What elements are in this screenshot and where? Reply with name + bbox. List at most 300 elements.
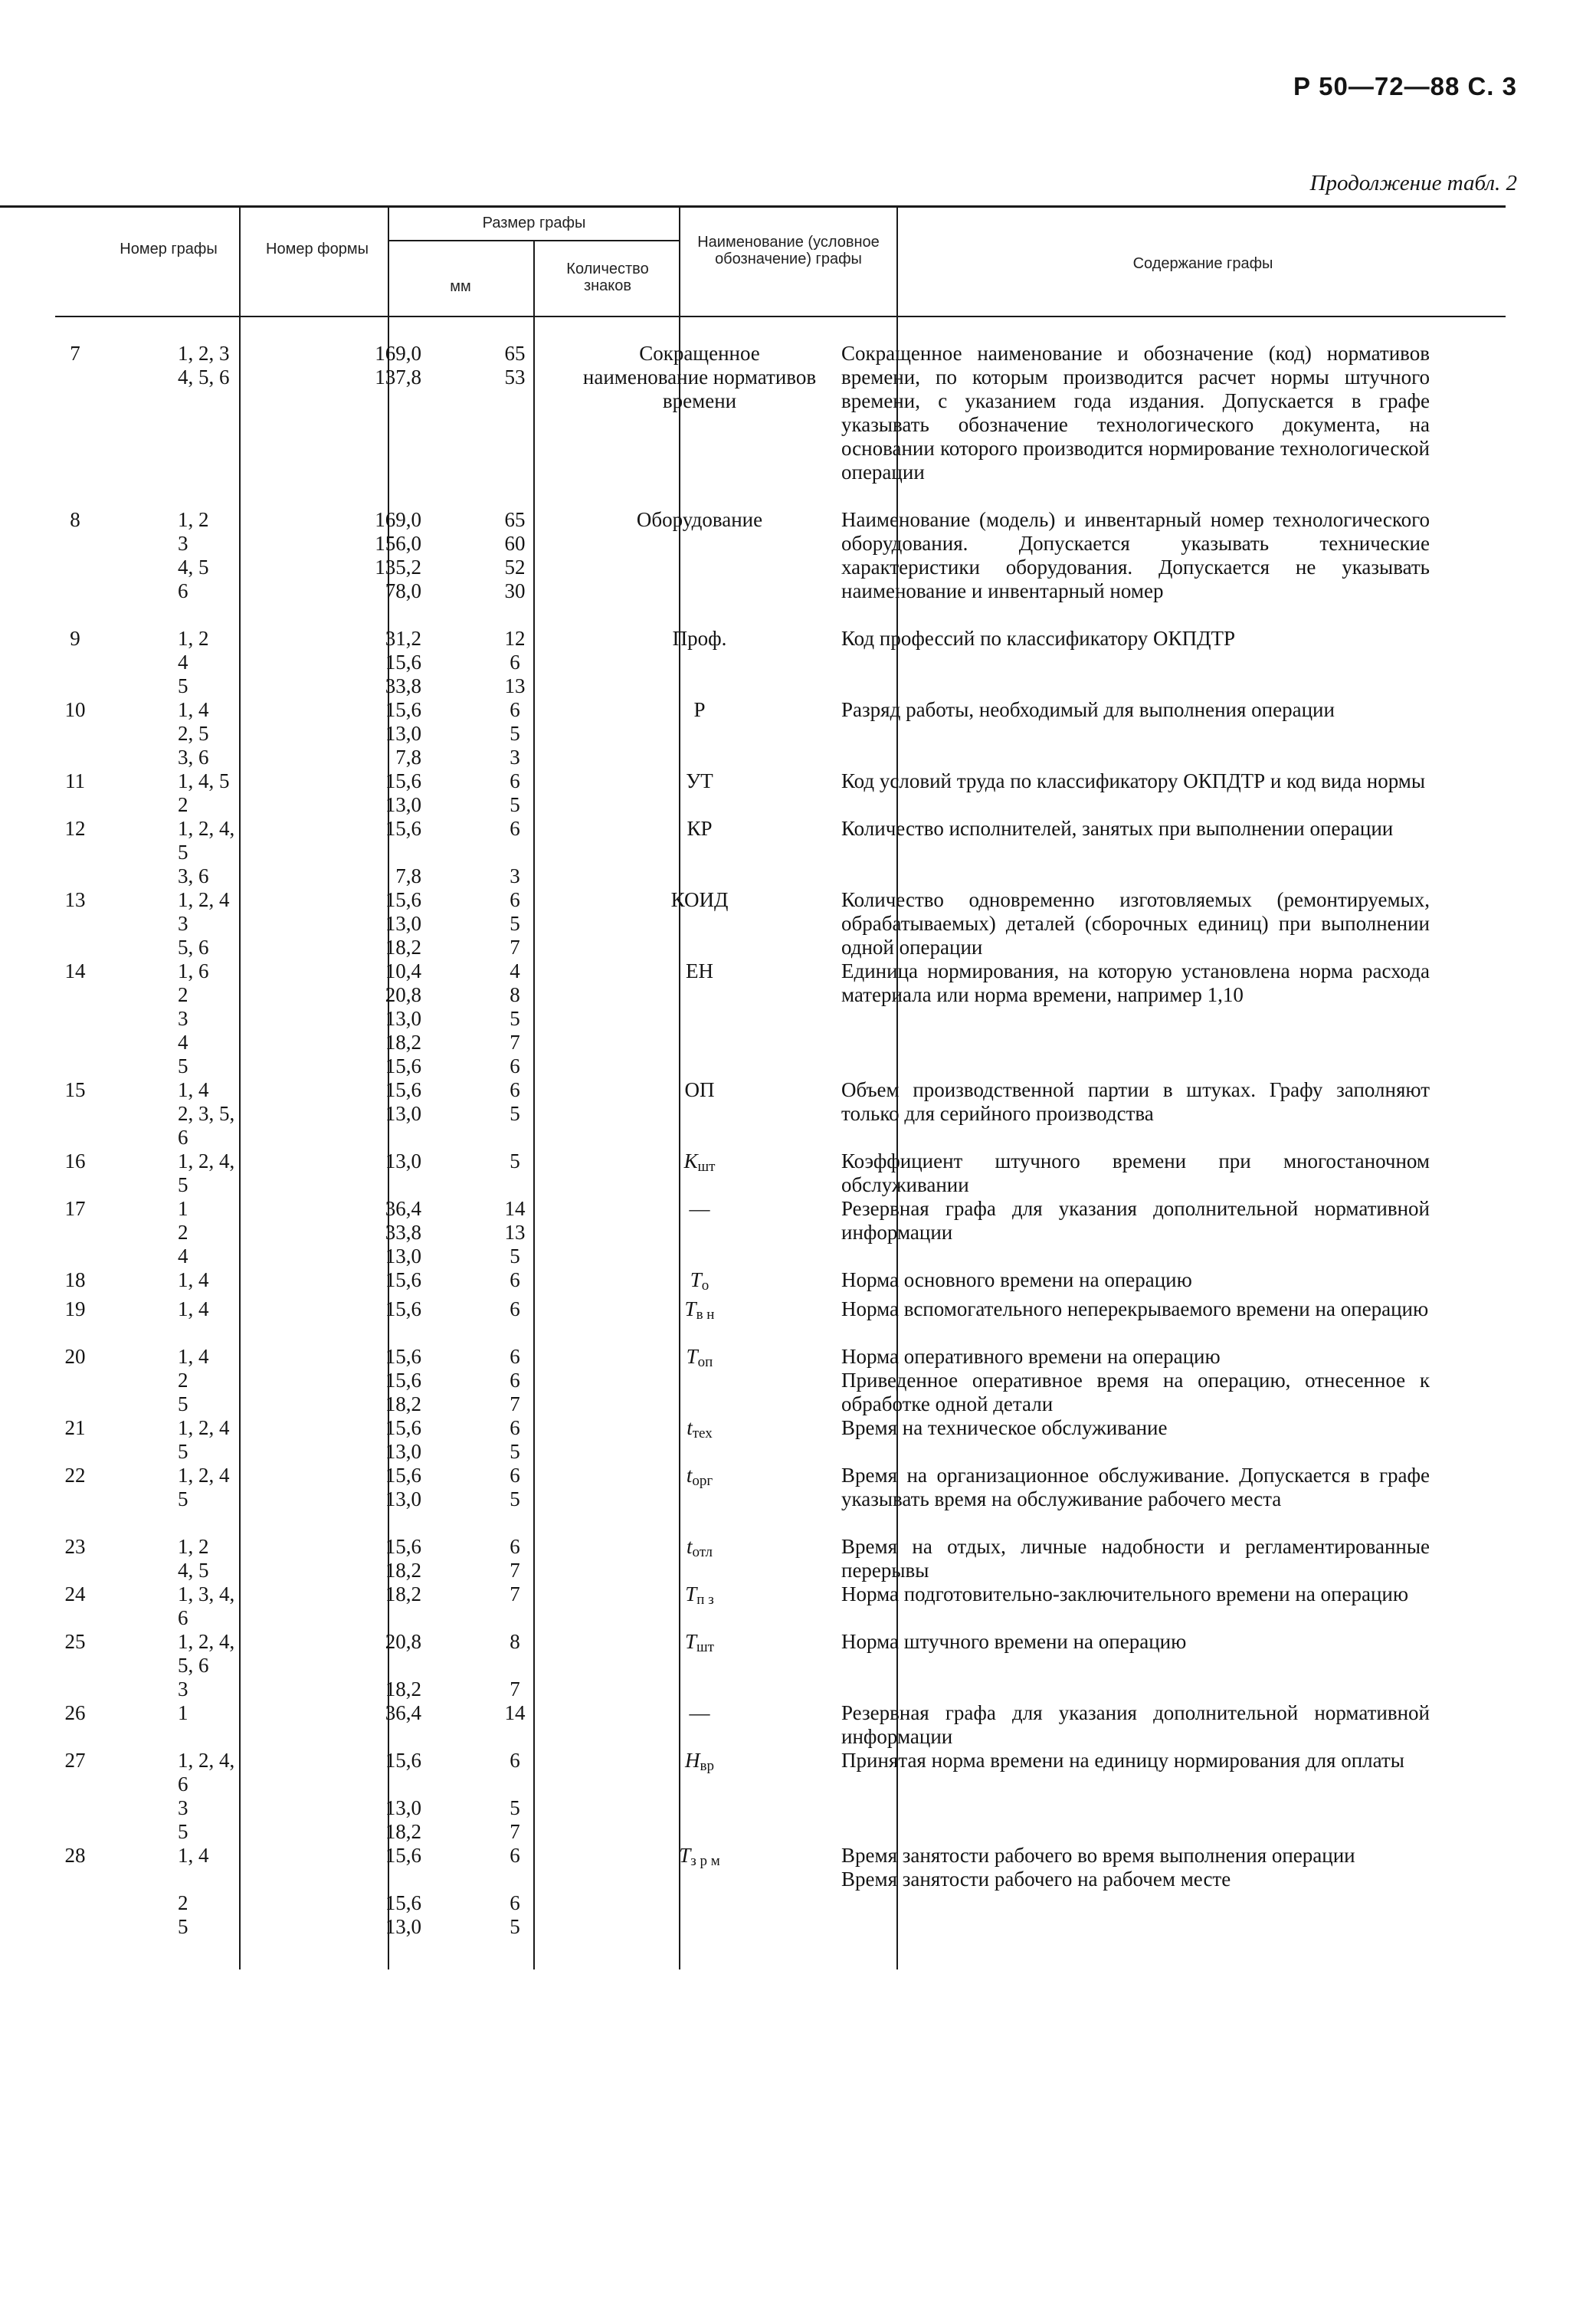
row-number: 24 [64, 1582, 86, 1605]
form-number: 5, 6 [178, 936, 209, 959]
content-text: Принятая норма времени на единицу нормирования для оплаты [841, 1749, 1404, 1772]
column-designation: ЕН [686, 959, 713, 982]
form-number: 4, 5, 6 [178, 366, 230, 389]
column-content [841, 1535, 1430, 1582]
content-text: Время на отдых, личные надобности и регламентированные перерывы [841, 1535, 1430, 1582]
column-designation: УТ [686, 769, 713, 792]
form-number [178, 1868, 313, 1891]
size-mm-value: 15,6 [385, 1297, 421, 1320]
form-numbers [150, 1297, 313, 1321]
size-mm-value: 137,8 [375, 366, 421, 389]
char-count-value: 7 [510, 1559, 520, 1582]
row-number: 22 [64, 1464, 86, 1487]
char-count-value: 65 [504, 342, 526, 365]
form-number: 5 [178, 1054, 188, 1077]
char-count-value: 65 [504, 508, 526, 531]
size-mm-value: 13,0 [385, 793, 421, 816]
size-mm-value: 15,6 [385, 1369, 421, 1392]
size-mm [351, 698, 421, 769]
form-numbers [150, 508, 313, 603]
form-number: 3, 6 [178, 864, 209, 887]
column-content [841, 817, 1430, 841]
char-count-value [484, 841, 546, 864]
size-mm [351, 1464, 421, 1511]
char-count [484, 1535, 546, 1582]
char-count-value: 6 [510, 1416, 520, 1439]
form-numbers [150, 888, 313, 959]
symbol-main: Т [686, 1345, 698, 1368]
size-mm [351, 1268, 421, 1292]
size-mm-value [351, 1654, 421, 1678]
symbol-subscript: вр [700, 1758, 714, 1774]
column-designation [581, 1844, 818, 1873]
size-mm-value: 18,2 [385, 1820, 421, 1843]
size-mm-value: 15,6 [385, 1535, 421, 1558]
char-count-value: 6 [510, 1078, 520, 1101]
form-number: 1, 4, 5 [178, 769, 230, 792]
char-count-value: 6 [510, 817, 520, 840]
char-count [484, 817, 546, 888]
char-count-value: 52 [504, 556, 526, 579]
symbol-subscript: шт [697, 1159, 716, 1175]
size-mm-value: 15,6 [385, 1416, 421, 1439]
column-designation [581, 1630, 818, 1659]
form-numbers [150, 1630, 313, 1701]
form-number: 4, 5 [178, 556, 209, 579]
char-count [484, 1464, 546, 1511]
symbol-main: t [686, 1535, 693, 1558]
form-number: 6 [178, 579, 188, 602]
form-number: 1, 2, 4, [178, 1630, 235, 1653]
char-count-value: 6 [510, 1891, 520, 1914]
char-count-value [484, 1773, 546, 1796]
form-numbers [150, 1749, 313, 1844]
symbol-main: Т [685, 1582, 697, 1605]
form-number: 5, 6 [178, 1654, 209, 1677]
row-number: 13 [64, 888, 86, 911]
char-count-value: 12 [504, 627, 526, 650]
size-mm-value: 15,6 [385, 1078, 421, 1101]
form-number: 2 [178, 983, 188, 1006]
table-row-16 [0, 1150, 1596, 1197]
symbol-subscript: орг [692, 1473, 713, 1489]
column-content [841, 1078, 1430, 1126]
symbol [687, 1345, 713, 1368]
column-designation [581, 1749, 818, 1778]
column-designation [581, 1535, 818, 1564]
form-numbers [150, 698, 313, 769]
size-mm-value: 13,0 [385, 1487, 421, 1510]
column-designation: КР [687, 817, 713, 840]
table-row-25 [0, 1630, 1596, 1701]
table-row-14 [0, 959, 1596, 1078]
size-mm-value: 15,6 [385, 698, 421, 721]
form-number: 4 [178, 1245, 188, 1268]
column-content [841, 1464, 1430, 1511]
table-row-11 [0, 769, 1596, 817]
row-number: 26 [64, 1701, 86, 1724]
symbol-main: t [686, 1464, 693, 1487]
symbol-subscript: п з [696, 1592, 714, 1608]
form-numbers [150, 1150, 313, 1197]
form-number: 2 [178, 1221, 188, 1244]
symbol [683, 1150, 716, 1175]
char-count-value: 6 [510, 888, 520, 911]
content-text: Резервная графа для указания дополнительной нормативной информации [841, 1197, 1430, 1244]
size-mm [351, 1416, 421, 1464]
size-mm-value: 15,6 [385, 1749, 421, 1772]
size-mm [351, 1582, 421, 1606]
size-mm-value: 15,6 [385, 651, 421, 674]
char-count-value: 4 [510, 959, 520, 982]
size-mm [351, 1535, 421, 1582]
size-mm-value [351, 1773, 421, 1796]
column-designation: Сокращенное наименование нормативов времени [582, 342, 817, 412]
row-number: 21 [64, 1416, 86, 1439]
content-text: Единица нормирования, на которую установлена норма расхода материала или норма времени, например 1,10 [841, 959, 1430, 1006]
size-mm-value: 156,0 [375, 532, 421, 555]
column-designation: Р [693, 698, 706, 721]
form-number: 5 [178, 1915, 188, 1938]
char-count-value: 7 [510, 1678, 520, 1700]
symbol [687, 1416, 713, 1439]
form-numbers [150, 769, 313, 817]
size-mm-value: 18,2 [385, 1031, 421, 1054]
column-content [841, 1297, 1430, 1321]
char-count-value: 13 [504, 674, 526, 697]
row-number: 9 [70, 627, 80, 650]
char-count [484, 959, 546, 1078]
size-mm-value: 135,2 [375, 556, 421, 579]
char-count-value: 6 [510, 1369, 520, 1392]
row-number: 16 [64, 1150, 86, 1172]
content-text: Норма основного времени на операцию [841, 1268, 1192, 1291]
symbol-subscript: тех [692, 1425, 713, 1441]
row-number: 18 [64, 1268, 86, 1291]
table-row-8 [0, 508, 1596, 627]
content-text: Объем производственной партии в штуках. Графу заполняют только для серийного производства [841, 1078, 1430, 1125]
char-count-value: 7 [510, 1582, 520, 1605]
content-text: Норма штучного времени на операцию [841, 1630, 1187, 1653]
content-text: Код условий труда по классификатору ОКПДТР и код вида нормы [841, 769, 1426, 792]
column-content [841, 1416, 1430, 1440]
form-number: 1, 2 [178, 627, 209, 650]
char-count [484, 508, 546, 603]
row-number: 12 [64, 817, 86, 840]
content-text: Разряд работы, необходимый для выполнения операции [841, 698, 1335, 721]
form-number: 3 [178, 1678, 188, 1700]
column-content [841, 1268, 1430, 1292]
row-number: 7 [70, 342, 80, 365]
form-number: 3, 6 [178, 746, 209, 769]
row-number: 27 [64, 1749, 86, 1772]
table-row-21 [0, 1416, 1596, 1464]
symbol-subscript: отл [692, 1544, 713, 1560]
symbol-main: t [687, 1416, 693, 1439]
form-number: 4 [178, 651, 188, 674]
form-number: 5 [178, 1440, 188, 1463]
form-number: 4, 5 [178, 1559, 209, 1582]
form-numbers [150, 1464, 313, 1511]
column-content [841, 1844, 1430, 1891]
table-row-12 [0, 817, 1596, 888]
size-mm-value: 15,6 [385, 1054, 421, 1077]
char-count-value: 5 [510, 1245, 520, 1268]
content-text: Код профессий по классификатору ОКПДТР [841, 627, 1235, 650]
content-text: Резервная графа для указания дополнительной нормативной информации [841, 1701, 1430, 1748]
form-number: 2 [178, 1369, 188, 1392]
column-designation: — [689, 1197, 710, 1220]
char-count-value: 6 [510, 1464, 520, 1487]
row-number: 14 [64, 959, 86, 982]
form-number: 3 [178, 1796, 188, 1819]
char-count-value: 14 [504, 1197, 526, 1220]
size-mm [351, 888, 421, 959]
symbol-main: Т [684, 1297, 696, 1320]
char-count-value: 60 [504, 532, 526, 555]
size-mm-value [351, 1868, 421, 1891]
size-mm-value [351, 841, 421, 864]
form-number: 5 [178, 674, 188, 697]
char-count-value: 5 [510, 1915, 520, 1938]
size-mm-value: 13,0 [385, 722, 421, 745]
size-mm [351, 1297, 421, 1321]
header-form: Номер формы [266, 241, 369, 257]
char-count-value: 6 [510, 1054, 520, 1077]
form-number: 2 [178, 793, 188, 816]
char-count [484, 1345, 546, 1416]
symbol-subscript: з р м [690, 1853, 720, 1869]
size-mm-value: 31,2 [385, 627, 421, 650]
char-count-value [484, 1868, 546, 1891]
size-mm [351, 959, 421, 1078]
form-number: 4 [178, 1031, 188, 1054]
size-mm-value: 15,6 [385, 888, 421, 911]
form-number: 1, 2, 3 [178, 342, 230, 365]
char-count-value: 5 [510, 1150, 520, 1172]
content-text-2: Время занятости рабочего на рабочем месте [841, 1868, 1231, 1891]
form-number: 1, 2, 4 [178, 888, 230, 911]
row-number: 17 [64, 1197, 86, 1220]
column-content [841, 1749, 1430, 1773]
column-content [841, 959, 1430, 1007]
symbol-main: Т [690, 1268, 702, 1291]
column-designation [581, 1345, 818, 1374]
size-mm-value: 169,0 [375, 508, 421, 531]
char-count-value: 5 [510, 1796, 520, 1819]
table-row-13 [0, 888, 1596, 959]
char-count-value: 7 [510, 1031, 520, 1054]
content-text: Количество одновременно изготовляемых (ремонтируемых, обрабатываемых) деталей (сборочных единиц) при выполнении одной операции [841, 888, 1430, 959]
content-text: Количество исполнителей, занятых при выполнении операции [841, 817, 1394, 840]
char-count [484, 1150, 546, 1173]
table-row-10 [0, 698, 1596, 769]
form-numbers [150, 1535, 313, 1582]
content-text: Норма оперативного времени на операцию [841, 1345, 1221, 1368]
content-text: Время на организационное обслуживание. Допускается в графе указывать время на обслуживание рабочего места [841, 1464, 1430, 1510]
column-designation: Оборудование [636, 508, 763, 531]
char-count-value: 5 [510, 793, 520, 816]
size-mm-value: 36,4 [385, 1197, 421, 1220]
table-row-27 [0, 1749, 1596, 1844]
char-count [484, 1582, 546, 1606]
symbol [687, 1464, 713, 1487]
symbol-main: К [683, 1150, 698, 1172]
column-content [841, 1345, 1430, 1416]
symbol [687, 1535, 713, 1558]
char-count-value: 6 [510, 1268, 520, 1291]
row-number: 19 [64, 1297, 86, 1320]
char-count-value: 6 [510, 1844, 520, 1867]
row-number: 23 [64, 1535, 86, 1558]
header-size-group: Размер графы [482, 215, 586, 231]
form-numbers [150, 1345, 313, 1416]
size-mm-value: 10,4 [385, 959, 421, 982]
size-mm-value: 15,6 [385, 1844, 421, 1867]
char-count [484, 1416, 546, 1464]
size-mm-value: 15,6 [385, 1891, 421, 1914]
char-count [484, 1749, 546, 1844]
form-number: 5 [178, 1487, 188, 1510]
table-row-28 [0, 1844, 1596, 1939]
size-mm-value: 15,6 [385, 1464, 421, 1487]
content-text: Время на техническое обслуживание [841, 1416, 1168, 1439]
size-mm-value: 18,2 [385, 1392, 421, 1415]
content-text: Коэффициент штучного времени при многостаночном обслуживании [841, 1150, 1430, 1196]
char-count-value: 8 [510, 1630, 520, 1653]
row-number: 8 [70, 508, 80, 531]
size-mm-value: 15,6 [385, 1268, 421, 1291]
char-count-value: 6 [510, 1345, 520, 1368]
size-mm [351, 627, 421, 698]
form-numbers [150, 959, 313, 1078]
size-mm-value: 13,0 [385, 1007, 421, 1030]
char-count-value: 5 [510, 1102, 520, 1125]
char-count [484, 1630, 546, 1701]
column-content [841, 1701, 1430, 1749]
form-number: 1, 2, 4 [178, 1416, 230, 1439]
column-designation [581, 1582, 818, 1612]
content-text-2: Приведенное оперативное время на операцию, отнесенное к обработке одной детали [841, 1369, 1430, 1415]
row-number: 11 [65, 769, 85, 792]
size-mm [351, 1701, 421, 1725]
table-continuation-label: Продолжение табл. 2 [1309, 171, 1517, 195]
document-reference: Р 50—72—88 С. 3 [1293, 72, 1517, 100]
symbol-subscript: в н [696, 1307, 715, 1323]
char-count-value: 6 [510, 698, 520, 721]
size-mm [351, 1630, 421, 1701]
row-number: 10 [64, 698, 86, 721]
header-name: Наименование (условное обозначение) графы [697, 234, 880, 267]
table-top-rule [0, 205, 1506, 208]
char-count-value: 8 [510, 983, 520, 1006]
size-mm-value: 13,0 [385, 1915, 421, 1938]
symbol-subscript: оп [697, 1354, 713, 1370]
form-number: 1, 4 [178, 1268, 209, 1291]
size-mm-value: 78,0 [385, 579, 421, 602]
symbol-main: Т [685, 1630, 697, 1653]
char-count-value: 7 [510, 1820, 520, 1843]
size-mm-value: 36,4 [385, 1701, 421, 1724]
char-count-value: 3 [510, 746, 520, 769]
char-count-value [484, 1126, 546, 1150]
column-designation [581, 1297, 818, 1327]
form-number: 3 [178, 912, 188, 935]
size-mm-value: 7,8 [395, 864, 421, 887]
form-number: 2 [178, 1891, 188, 1914]
form-numbers [150, 817, 313, 888]
size-mm-value: 18,2 [385, 1559, 421, 1582]
symbol [685, 1582, 714, 1608]
form-number: 1, 2, 4 [178, 1464, 230, 1487]
size-mm-value: 15,6 [385, 769, 421, 792]
column-content [841, 1582, 1430, 1606]
size-mm [351, 508, 421, 603]
content-text: Время занятости рабочего во время выполнения операции [841, 1844, 1355, 1867]
form-numbers [150, 342, 313, 389]
table-row-19 [0, 1297, 1596, 1345]
form-number: 5 [178, 1392, 188, 1415]
table-row-7 [0, 342, 1596, 508]
char-count-value: 13 [504, 1221, 526, 1244]
header-content: Содержание графы [1132, 255, 1273, 272]
table-row-22 [0, 1464, 1596, 1535]
char-count-value: 5 [510, 722, 520, 745]
size-mm [351, 1749, 421, 1844]
form-number: 1, 4 [178, 698, 209, 721]
row-number: 25 [64, 1630, 86, 1653]
form-number: 1, 4 [178, 1297, 209, 1320]
char-count [484, 769, 546, 817]
char-count [484, 627, 546, 698]
column-content [841, 1197, 1430, 1245]
symbol [685, 1749, 714, 1772]
char-count-value: 5 [510, 1440, 520, 1463]
size-mm-value [351, 1126, 421, 1150]
form-numbers [150, 1416, 313, 1464]
size-mm-value: 13,0 [385, 1102, 421, 1125]
char-count-value: 5 [510, 912, 520, 935]
table-body [0, 342, 1596, 1939]
header-number: Номер графы [120, 241, 218, 257]
column-content [841, 342, 1430, 484]
form-numbers [150, 1268, 313, 1292]
column-designation: Проф. [672, 627, 727, 650]
table-row-17 [0, 1197, 1596, 1268]
form-number: 1, 4 [178, 1078, 209, 1101]
size-mm-value: 7,8 [395, 746, 421, 769]
size-mm-value: 13,0 [385, 1796, 421, 1819]
form-number: 6 [178, 1606, 188, 1629]
table-row-23 [0, 1535, 1596, 1582]
column-designation: КОИД [670, 888, 729, 911]
size-mm [351, 817, 421, 888]
form-numbers [150, 1582, 313, 1630]
form-number: 1, 2 [178, 1535, 209, 1558]
header-bottom-rule [55, 316, 1506, 317]
char-count [484, 1197, 546, 1268]
size-mm-value: 13,0 [385, 1150, 421, 1172]
table-row-18 [0, 1268, 1596, 1297]
size-mm-value: 15,6 [385, 817, 421, 840]
size-mm-value: 33,8 [385, 674, 421, 697]
symbol [679, 1844, 720, 1867]
size-mm-value: 18,2 [385, 1678, 421, 1700]
char-count-value: 7 [510, 1392, 520, 1415]
column-designation [581, 1416, 818, 1445]
size-mm [351, 1844, 421, 1939]
content-text: Норма подготовительно-заключительного времени на операцию [841, 1582, 1409, 1605]
